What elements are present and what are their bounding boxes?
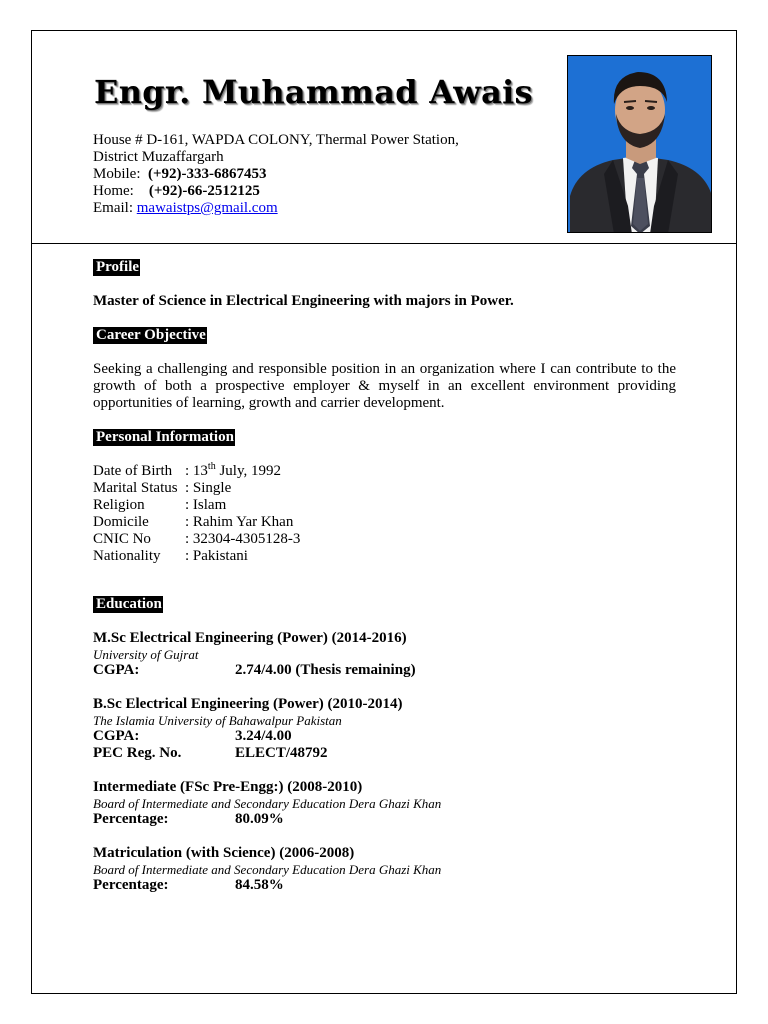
result-value: ELECT/48792 [235,745,328,761]
profile-text: Master of Science in Electrical Engineering with majors in Power. [93,293,514,309]
info-value: : Islam [185,497,227,513]
result-label: PEC Reg. No. [93,745,182,761]
info-label: Domicile [93,514,149,530]
education-entry-intermediate [93,779,676,828]
result-value: 2.74/4.00 (Thesis remaining) [235,662,416,678]
resume-page [31,30,737,994]
info-row [93,548,300,565]
address-line-1: House # D-161, WAPDA COLONY, Thermal Power Station, [93,132,459,148]
candidate-name: Engr. Muhammad Awais [94,73,533,111]
portrait-image [568,56,712,233]
career-objective-text: Seeking a challenging and responsible position in an organization where I can contribute to the growth of both a prospective employer & myself in an excellent environment providing opportunities of learning, growth and carrier development. [93,361,676,411]
education-institution: Board of Intermediate and Secondary Education Dera Ghazi Khan [93,862,442,877]
education-institution: Board of Intermediate and Secondary Education Dera Ghazi Khan [93,796,442,811]
info-value: : 32304-4305128-3 [185,531,301,547]
education-degree: M.Sc Electrical Engineering (Power) (2014-2016) [93,630,407,646]
personal-information-heading: Personal Information [93,429,235,446]
personal-information-table [93,463,300,565]
education-heading: Education [93,596,163,613]
email-row [93,200,459,217]
education-degree: Intermediate (FSc Pre-Engg:) (2008-2010) [93,779,363,795]
career-objective-heading: Career Objective [93,327,207,344]
info-row [93,480,300,497]
result-value: 84.58% [235,877,284,893]
header-divider [32,243,736,244]
mobile-row [93,166,459,183]
info-row [93,514,300,531]
info-row-date-of-birth [93,463,300,480]
info-row [93,531,300,548]
education-entry-matriculation [93,845,676,894]
info-label: Date of Birth [93,463,173,479]
education-result-row [93,877,676,894]
education-institution: University of Gujrat [93,647,199,662]
education-degree: Matriculation (with Science) (2006-2008) [93,845,355,861]
info-value: : Pakistani [185,548,248,564]
address-line-2: District Muzaffargarh [93,149,224,165]
education-result-row [93,745,676,762]
info-label: CNIC No [93,531,151,547]
info-row [93,497,300,514]
result-value: 80.09% [235,811,284,827]
education-entry-bsc [93,696,676,762]
info-value: : 13th July, 1992 [185,461,281,479]
education-result-row [93,662,676,679]
education-result-row [93,811,676,828]
info-label: Nationality [93,548,161,564]
info-value: : Rahim Yar Khan [185,514,294,530]
contact-block [93,132,459,217]
result-label: Percentage: [93,811,169,827]
info-label: Religion [93,497,145,513]
info-label: Marital Status [93,480,178,496]
home-label: Home: [93,183,134,199]
result-value: 3.24/4.00 [235,728,292,744]
education-degree: B.Sc Electrical Engineering (Power) (2010-2014) [93,696,403,712]
result-label: CGPA: [93,662,140,678]
email-label: Email: [93,200,133,216]
profile-heading: Profile [93,259,140,276]
info-value: : Single [185,480,232,496]
mobile-label: Mobile: [93,166,141,182]
email-link[interactable]: mawaistps@gmail.com [136,200,278,216]
profile-photo [567,55,712,233]
home-phone-row [93,183,459,200]
education-institution: The Islamia University of Bahawalpur Pakistan [93,713,342,728]
resume-body [93,256,676,894]
mobile-number: (+92)-333-6867453 [148,166,267,182]
result-label: Percentage: [93,877,169,893]
result-label: CGPA: [93,728,140,744]
education-entry-msc [93,630,676,679]
education-result-row [93,728,676,745]
home-number: (+92)-66-2512125 [148,183,260,199]
